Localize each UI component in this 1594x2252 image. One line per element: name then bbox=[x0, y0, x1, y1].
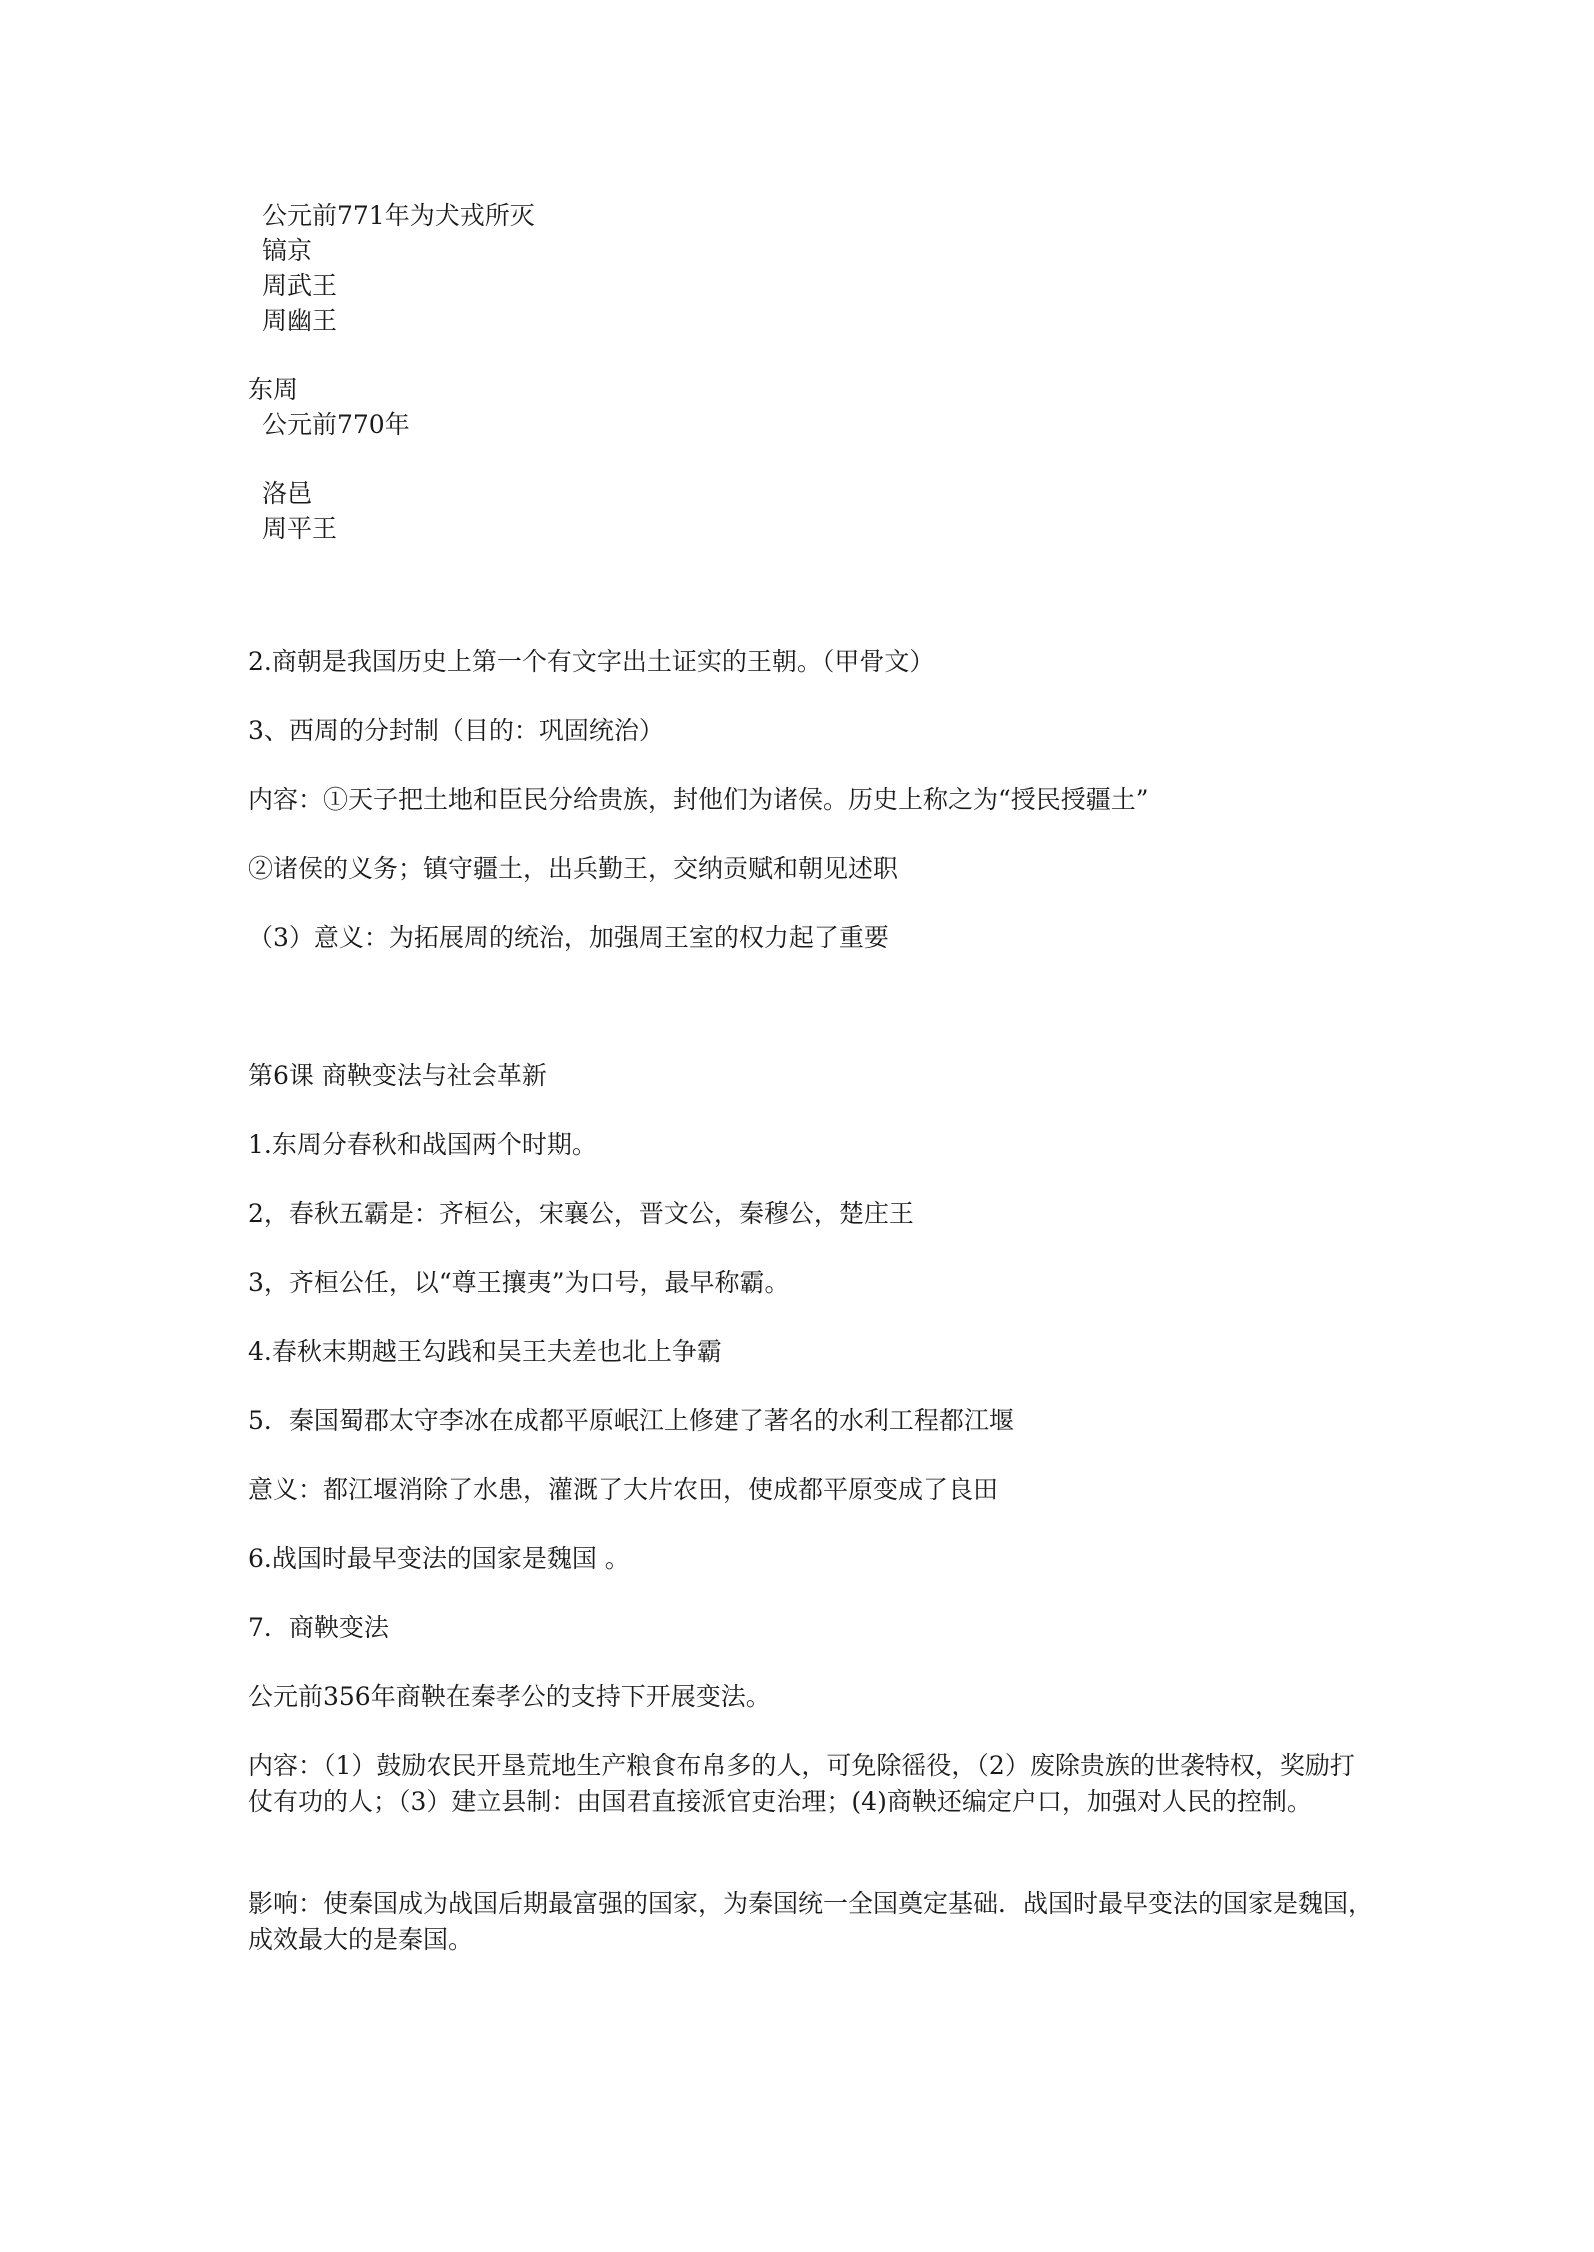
western-zhou-end-year: 公元前771年为犬戎所灭 bbox=[262, 201, 535, 230]
feudal-content-2: ②诸侯的义务；镇守疆土，出兵勤王，交纳贡赋和朝见述职 bbox=[248, 854, 899, 883]
western-zhou-capital: 镐京 bbox=[262, 236, 313, 265]
feudal-content-1: 内容：①天子把土地和臣民分给贵族，封他们为诸侯。历史上称之为“授民授疆土” bbox=[248, 785, 1149, 814]
eastern-zhou-heading: 东周 bbox=[248, 375, 299, 404]
lesson-6-item-6: 6.战国时最早变法的国家是魏国 。 bbox=[248, 1544, 630, 1573]
lesson-6-item-1: 1.东周分春秋和战国两个时期。 bbox=[248, 1130, 597, 1159]
feudal-significance: （3）意义：为拓展周的统治，加强周王室的权力起了重要 bbox=[248, 923, 889, 952]
lesson-6-item-7: 7．商鞅变法 bbox=[248, 1613, 389, 1642]
lesson-6-item-3: 3，齐桓公任，以“尊王攘夷”为口号，最早称霸。 bbox=[248, 1268, 790, 1297]
lesson-6-item-4: 4.春秋末期越王勾践和吴王夫差也北上争霸 bbox=[248, 1337, 722, 1366]
lesson-6-item-2: 2，春秋五霸是：齐桓公，宋襄公，晋文公，秦穆公，楚庄王 bbox=[248, 1199, 914, 1228]
western-zhou-last-king: 周幽王 bbox=[262, 306, 338, 335]
reform-content: 内容：（1）鼓励农民开垦荒地生产粮食布帛多的人，可免除徭役，（2）废除贵族的世袭特权，奖励打仗有功的人；（3）建立县制：由国君直接派官吏治理；(4)商鞅还编定户口，加强对人民的控制。 bbox=[248, 1751, 1355, 1816]
item-feudal-system: 3、西周的分封制（目的：巩固统治） bbox=[248, 716, 664, 745]
reform-impact: 影响：使秦国成为战国后期最富强的国家，为秦国统一全国奠定基础．战国时最早变法的国家是魏国，成效最大的是秦国。 bbox=[248, 1889, 1374, 1954]
lesson-6-item-5-meaning: 意义：都江堰消除了水患，灌溉了大片农田，使成都平原变成了良田 bbox=[248, 1475, 999, 1504]
lesson-6-title: 第6课 商鞅变法与社会革新 bbox=[248, 1061, 547, 1090]
eastern-zhou-capital: 洛邑 bbox=[262, 479, 313, 508]
eastern-zhou-founder: 周平王 bbox=[262, 514, 338, 543]
lesson-6-item-5: 5．秦国蜀郡太守李冰在成都平原岷江上修建了著名的水利工程都江堰 bbox=[248, 1406, 1014, 1435]
reform-year: 公元前356年商鞅在秦孝公的支持下开展变法。 bbox=[248, 1682, 771, 1711]
western-zhou-founder: 周武王 bbox=[262, 271, 338, 300]
eastern-zhou-start-year: 公元前770年 bbox=[262, 410, 410, 439]
item-shang-dynasty: 2.商朝是我国历史上第一个有文字出土证实的王朝。（甲骨文） bbox=[248, 647, 935, 676]
